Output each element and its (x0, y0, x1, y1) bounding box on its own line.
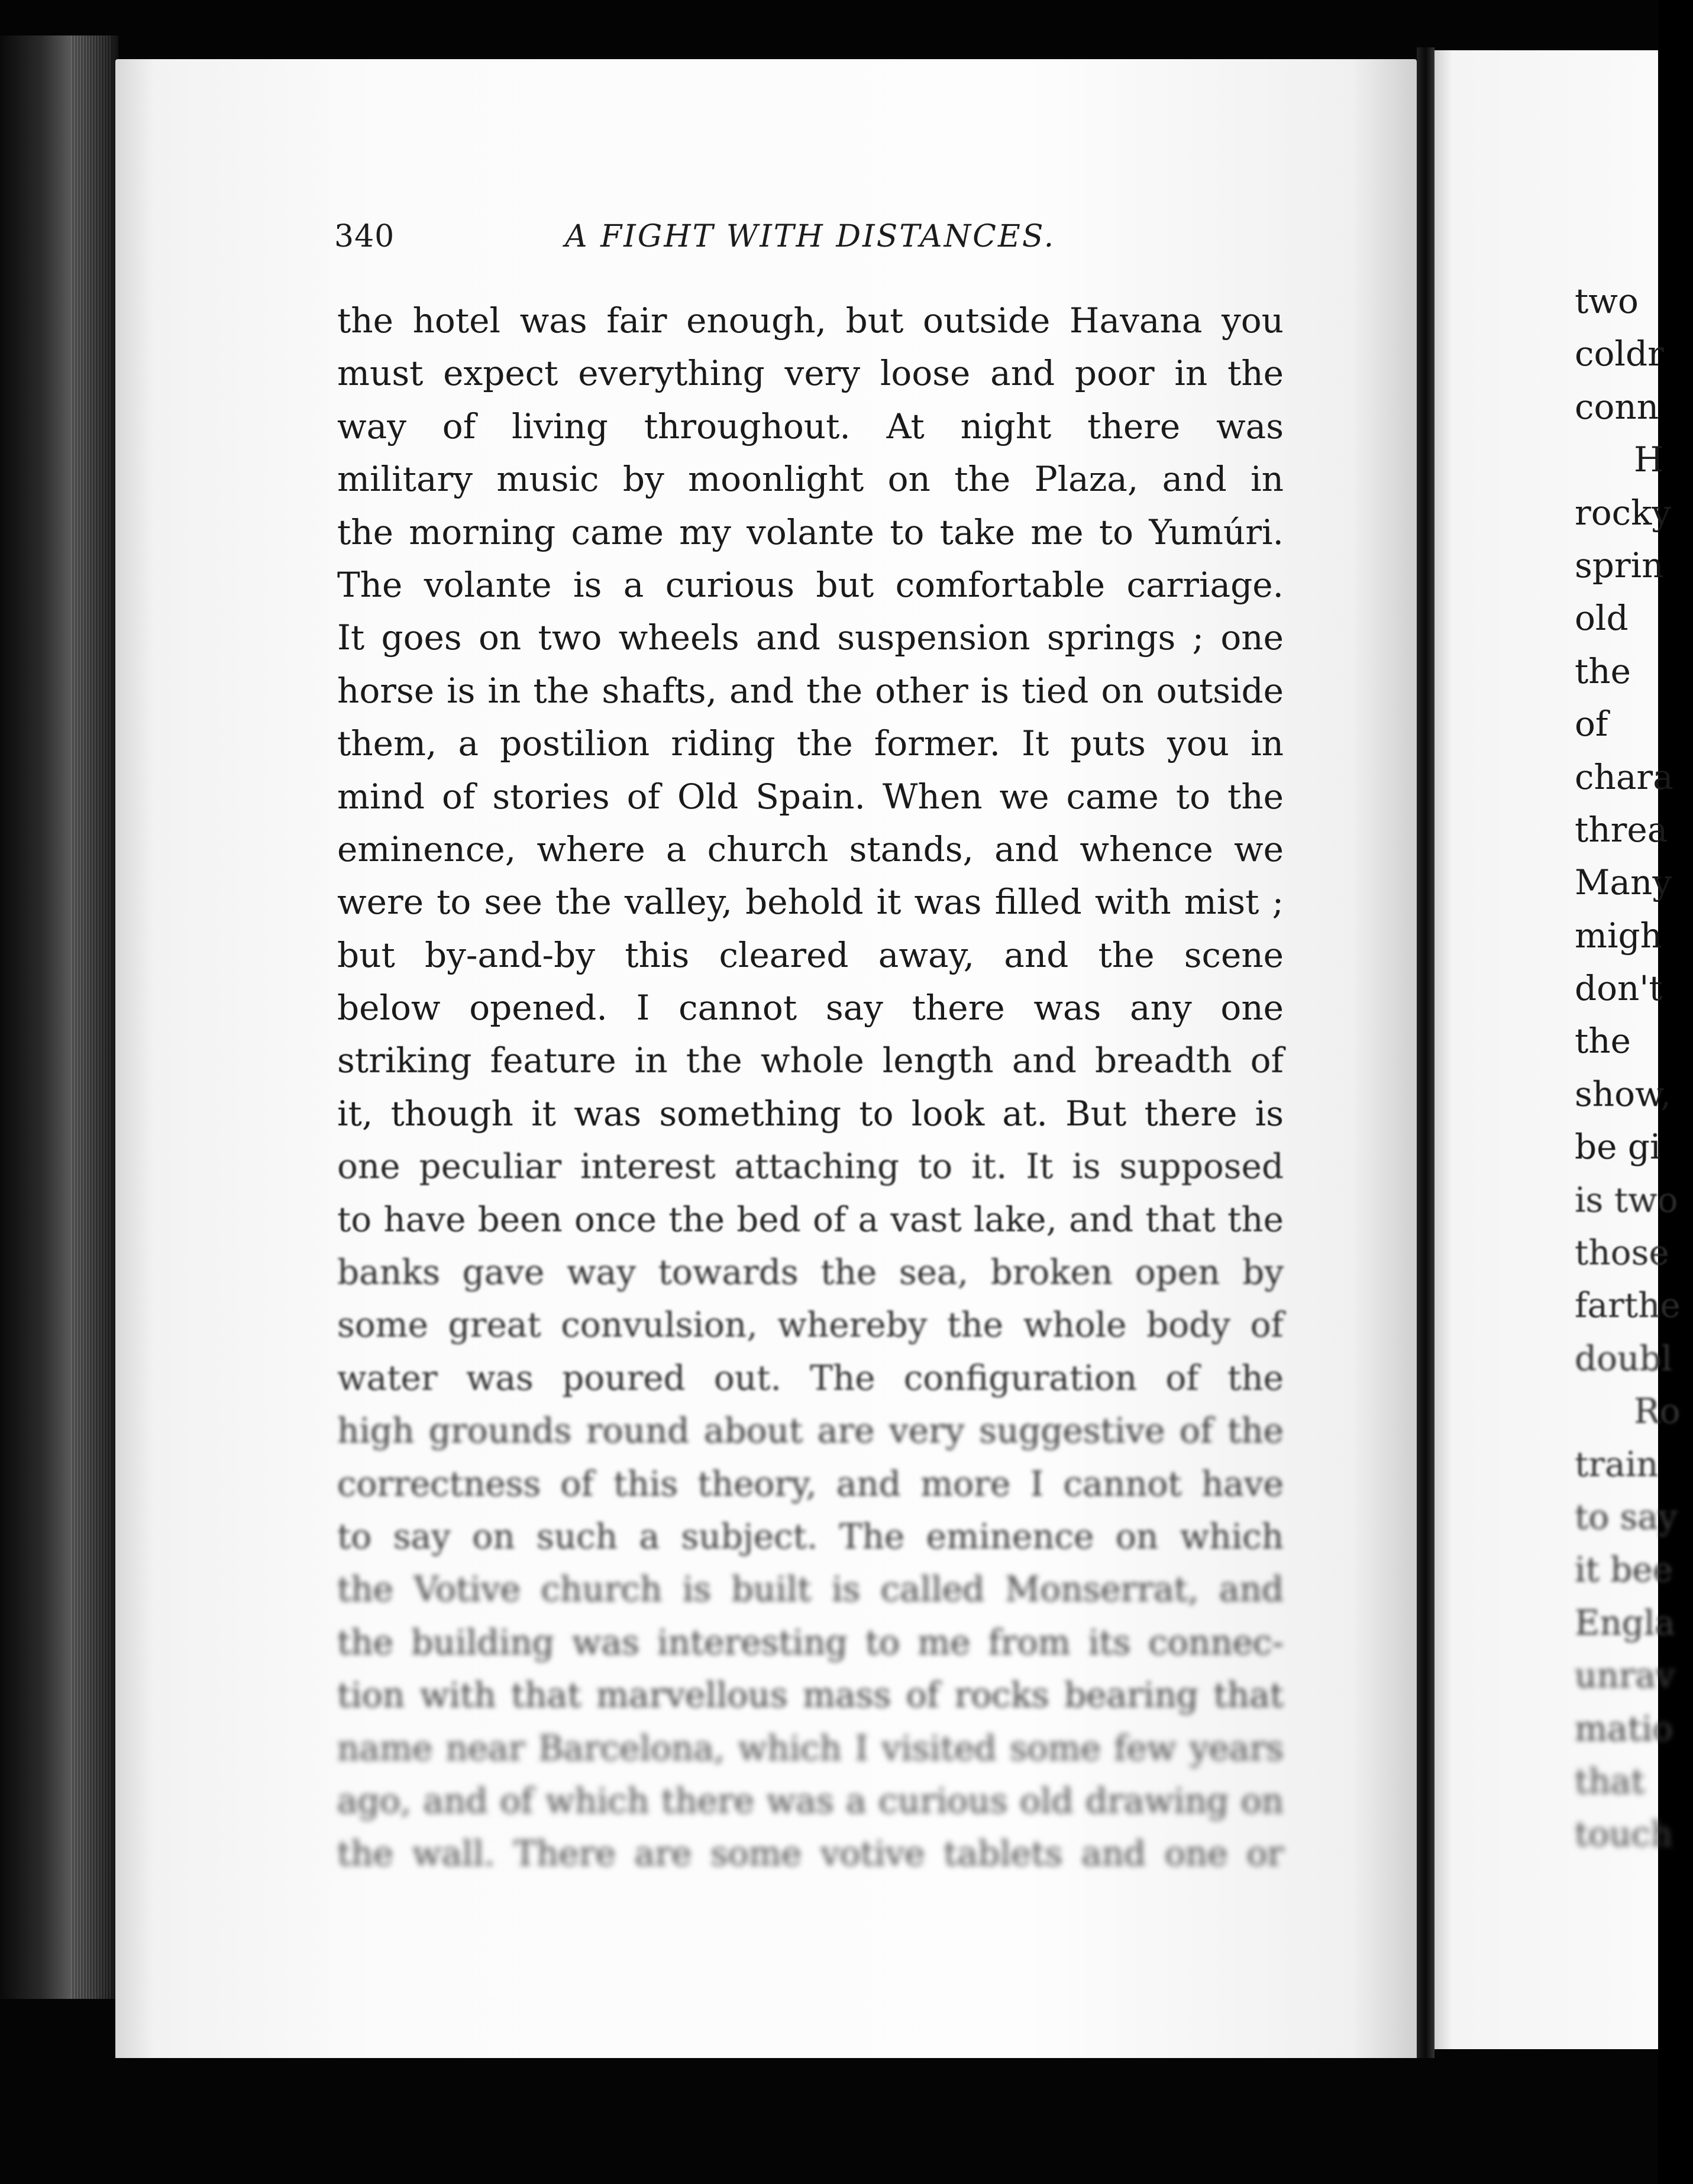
text-line: way of living throughout. At night there was (337, 406, 1284, 446)
text-line: the hotel was fair enough, but outside Havana you (337, 300, 1284, 341)
text-line: farthe (1575, 1285, 1681, 1326)
text-line: the (1575, 651, 1631, 691)
text-line: Engla (1575, 1602, 1675, 1643)
text-line: the morning came my volante to take me to Yumúri. (337, 512, 1284, 552)
text-line: horse is in the shafts, and the other is tied on outside (337, 670, 1284, 711)
text-line: threa (1575, 809, 1668, 850)
text-line: Ro (1634, 1391, 1681, 1432)
text-line: chara (1575, 756, 1673, 797)
text-line: were to see the valley, behold it was filled with mist ; (337, 882, 1284, 923)
text-line: them, a postilion riding the former. It puts you in (337, 723, 1284, 764)
text-line: it, though it was something to look at. But there is (337, 1093, 1284, 1134)
text-line: ago, and of which there was a curious old drawing on (337, 1780, 1284, 1821)
text-line: the (1575, 1021, 1631, 1062)
text-line: the building was interesting to me from its connec- (337, 1622, 1284, 1662)
text-line: tion with that marvellous mass of rocks bearing that (337, 1675, 1284, 1716)
text-line: to say (1575, 1496, 1678, 1537)
text-line: striking feature in the whole length and breadth of (337, 1040, 1284, 1081)
text-line: high grounds round about are very suggestive of the (337, 1410, 1284, 1451)
text-line: it bee (1575, 1549, 1673, 1590)
book-page-edge-lines (71, 35, 112, 1999)
text-line: but by-and-by this cleared away, and the scene (337, 934, 1284, 975)
scan-top-border (0, 0, 1658, 56)
text-line: water was poured out. The configuration of the (337, 1357, 1284, 1398)
text-line: name near Barcelona, which I visited some few years (337, 1727, 1284, 1768)
text-line: Many (1575, 862, 1672, 903)
text-line: migh (1575, 915, 1663, 956)
text-line: conn (1575, 386, 1659, 427)
text-line: is two (1575, 1179, 1678, 1220)
right-page-body-cropped (1575, 275, 1693, 1861)
book-gutter (1417, 47, 1434, 2070)
text-line: coldr (1575, 334, 1664, 374)
text-line: matio (1575, 1708, 1673, 1749)
text-line: two (1575, 281, 1639, 321)
text-line: below opened. I cannot say there was any one (337, 988, 1284, 1028)
text-line: It goes on two wheels and suspension springs ; one (337, 617, 1284, 658)
text-line: military music by moonlight on the Plaza, and in (337, 459, 1284, 500)
text-line: don't (1575, 968, 1663, 1009)
text-line: sprin (1575, 545, 1664, 585)
page-number: 340 (334, 219, 395, 254)
text-line: some great convulsion, whereby the whole body of (337, 1305, 1284, 1345)
text-line: the wall. There are some votive tablets and one or (337, 1833, 1284, 1874)
text-line: correctness of this theory, and more I cannot have (337, 1463, 1284, 1504)
text-line: the Votive church is built is called Monserrat, and (337, 1569, 1284, 1610)
text-line: one peculiar interest attaching to it. It is supposed (337, 1146, 1284, 1187)
text-line: train (1575, 1444, 1659, 1484)
text-line: H (1634, 439, 1664, 480)
text-line: of (1575, 704, 1608, 745)
text-line: those (1575, 1232, 1669, 1273)
text-line: rocky (1575, 492, 1672, 533)
text-line: old (1575, 598, 1629, 639)
text-line: doubl (1575, 1338, 1673, 1379)
text-line: must expect everything very loose and poor in the (337, 353, 1284, 394)
scan-bottom-border (0, 2058, 1658, 2184)
text-line: banks gave way towards the sea, broken open by (337, 1252, 1284, 1293)
text-line: be gi (1575, 1127, 1661, 1167)
running-title: A FIGHT WITH DISTANCES. (565, 219, 1056, 254)
text-line: touch (1575, 1814, 1673, 1855)
left-page-body (337, 295, 1284, 1881)
text-line: to have been once the bed of a vast lake, and that the (337, 1199, 1284, 1240)
text-line: mind of stories of Old Spain. When we came to the (337, 776, 1284, 817)
text-line: to say on such a subject. The eminence on which (337, 1516, 1284, 1557)
text-line: that (1575, 1761, 1645, 1801)
text-line: show, (1575, 1073, 1672, 1114)
text-line: unrav (1575, 1655, 1675, 1696)
text-line: The volante is a curious but comfortable carriage. (337, 564, 1284, 605)
text-line: eminence, where a church stands, and whence we (337, 829, 1284, 869)
